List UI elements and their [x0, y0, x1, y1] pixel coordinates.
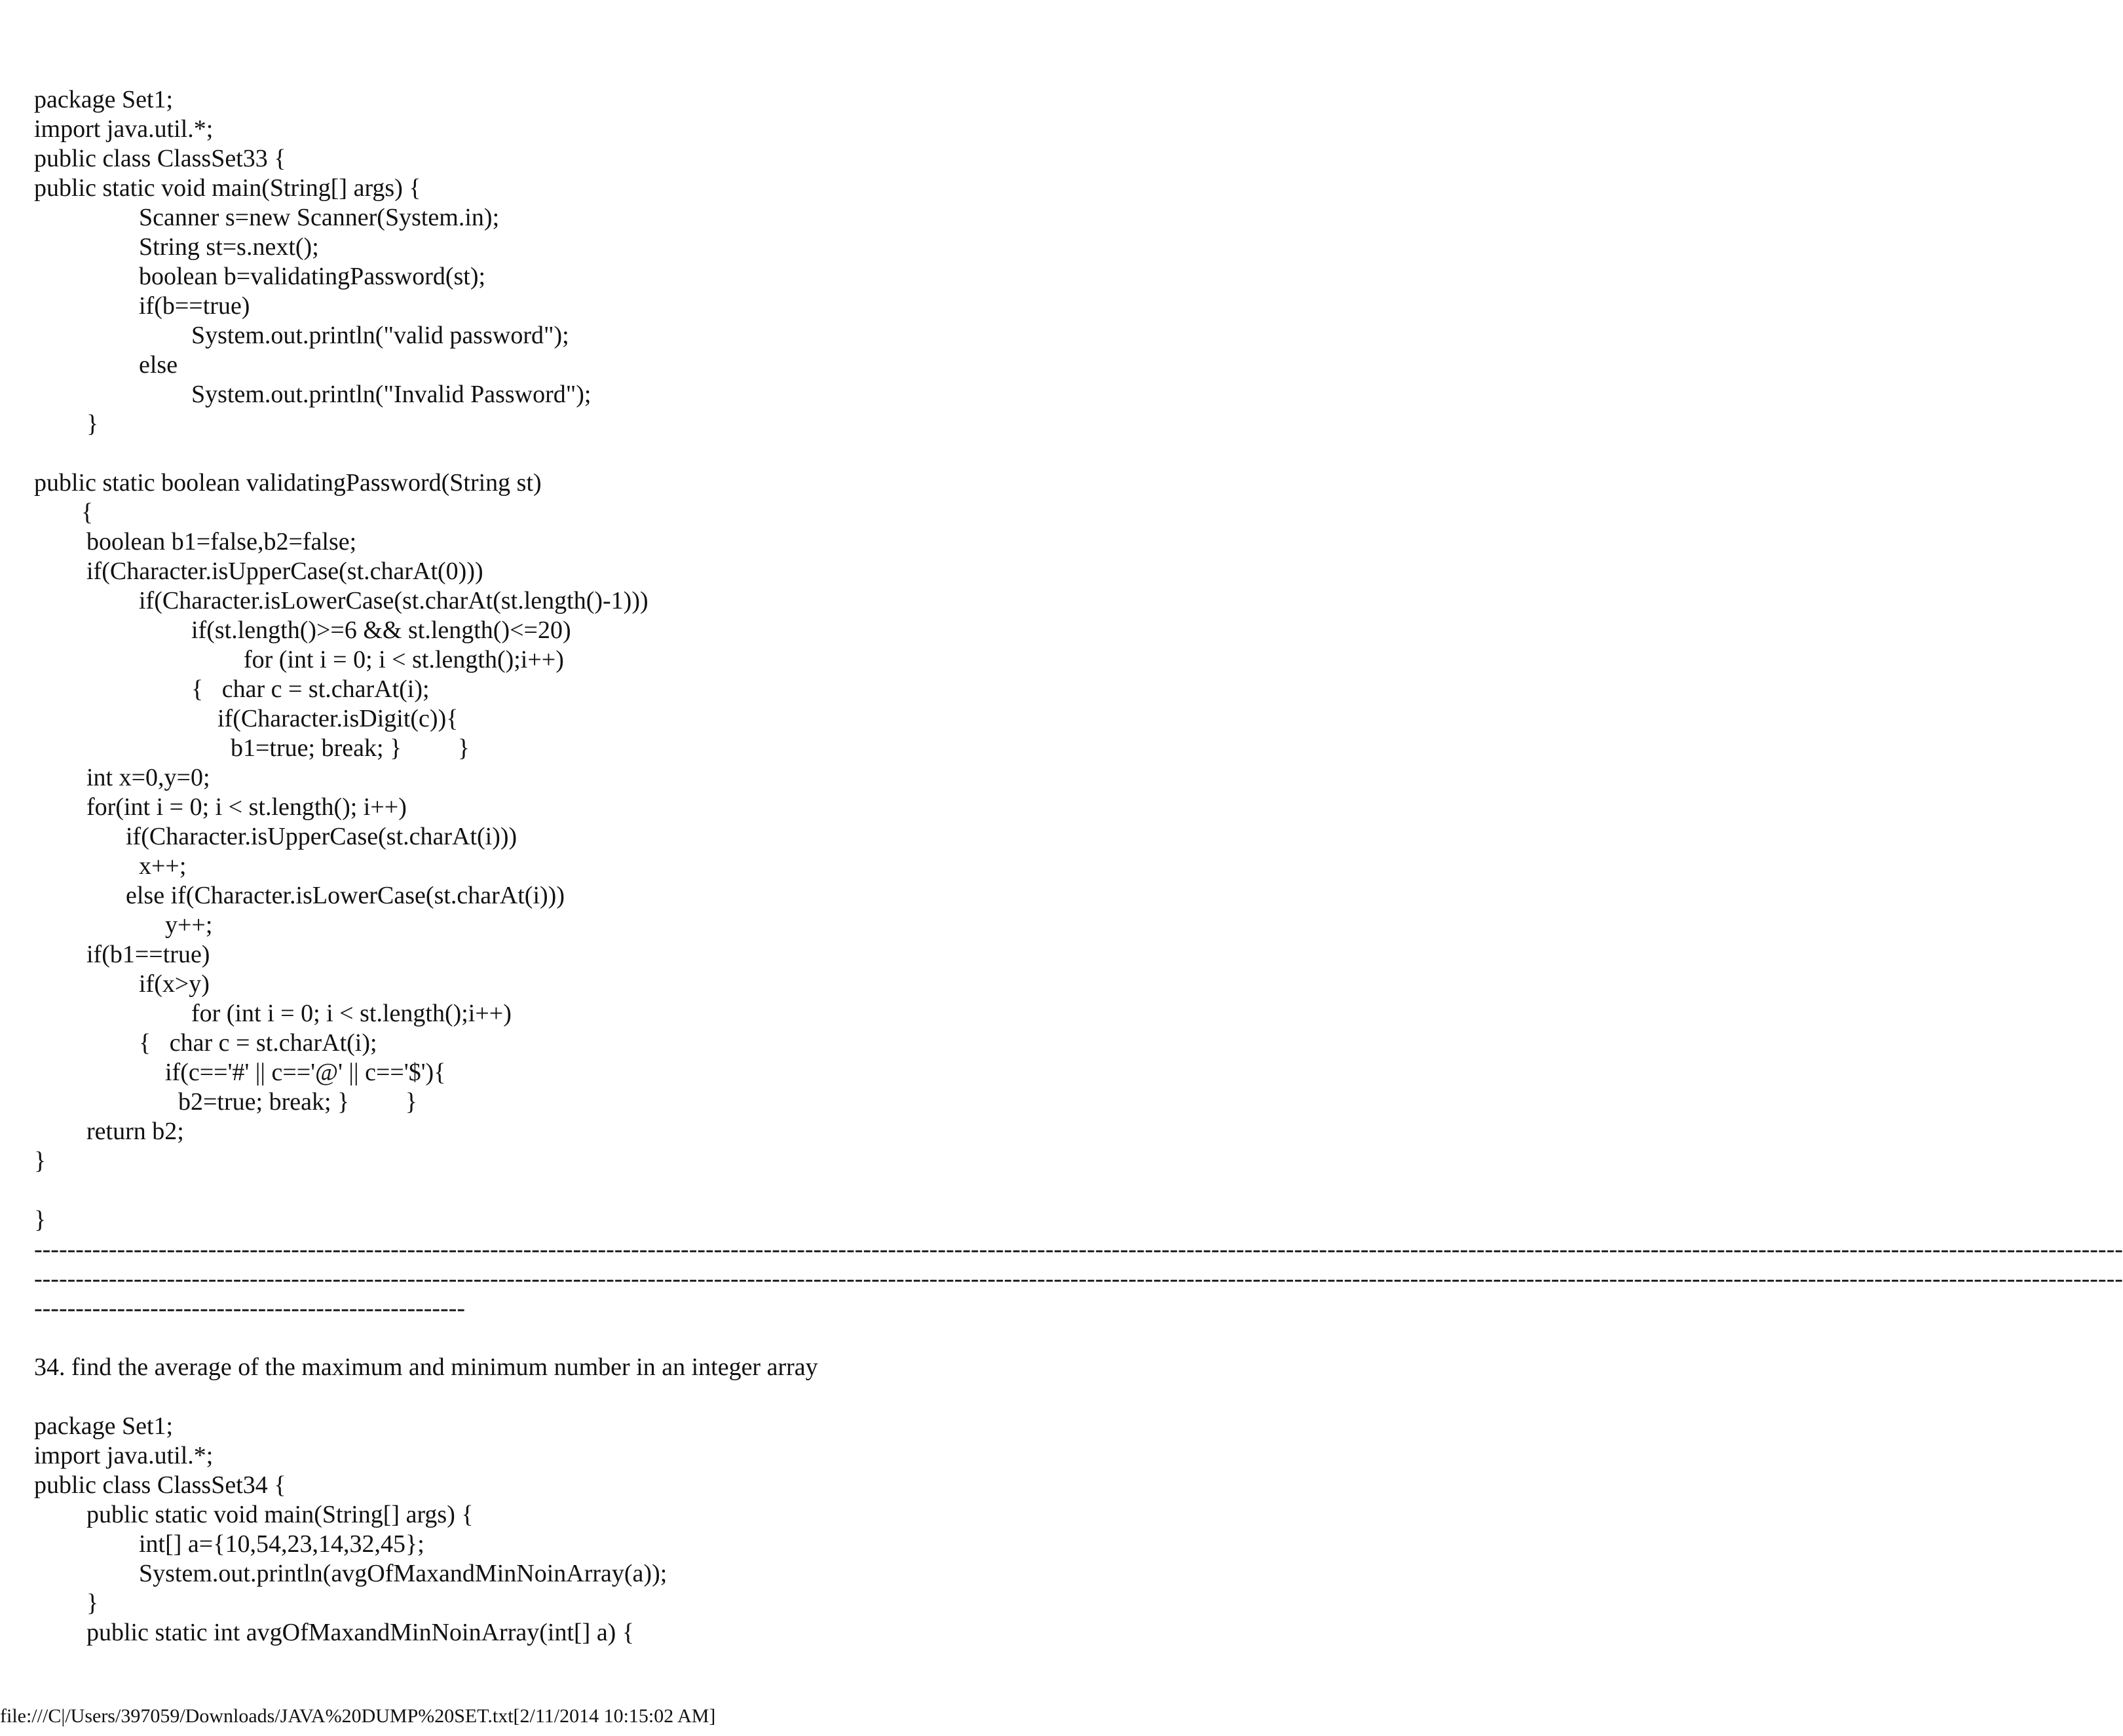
code-line: x++; — [139, 852, 187, 880]
code-line: return b2; — [86, 1118, 184, 1145]
code-line: String st=s.next(); — [139, 233, 319, 261]
code-line: public static void main(String[] args) { — [34, 174, 421, 202]
code-line: { char c = st.charAt(i); — [191, 675, 430, 703]
separator-line: ------------------------------------------------------------------------------------------------------------------------------------------------------------------------------------------------------------------------------------------------------------ — [34, 1265, 2123, 1293]
code-line: if(Character.isDigit(c)){ — [217, 705, 459, 732]
separator-line: ---------------------------------------------------- — [34, 1294, 466, 1322]
separator-line: ------------------------------------------------------------------------------------------------------------------------------------------------------------------------------------------------------------------------------------------------------------ — [34, 1236, 2123, 1263]
code-line: Scanner s=new Scanner(System.in); — [139, 204, 500, 231]
code-line: import java.util.*; — [34, 1442, 214, 1469]
file-path-footer: file:///C|/Users/397059/Downloads/JAVA%20DUMP%20SET.txt[2/11/2014 10:15:02 AM] — [0, 1705, 716, 1727]
code-line: y++; — [165, 911, 213, 939]
code-line: for(int i = 0; i < st.length(); i++) — [86, 793, 407, 821]
code-line: package Set1; — [34, 1412, 174, 1440]
code-line: System.out.println("Invalid Password"); — [191, 381, 592, 408]
code-line: b2=true; break; } } — [178, 1088, 417, 1116]
code-line: System.out.println(avgOfMaxandMinNoinArray(a)); — [139, 1560, 667, 1587]
code-line: if(b==true) — [139, 292, 250, 320]
code-line: public static boolean validatingPassword(String st) — [34, 469, 542, 497]
code-line: boolean b1=false,b2=false; — [86, 528, 357, 556]
code-line: } — [86, 410, 99, 438]
code-line: if(st.length()>=6 && st.length()<=20) — [191, 616, 571, 644]
code-line: else — [139, 351, 178, 379]
code-line: { char c = st.charAt(i); — [139, 1029, 377, 1057]
code-line: } — [34, 1147, 47, 1175]
code-line: public class ClassSet34 { — [34, 1471, 286, 1499]
code-line: if(c=='#' || c=='@' || c=='$'){ — [165, 1059, 446, 1086]
code-line: if(x>y) — [139, 970, 210, 998]
code-line: else if(Character.isLowerCase(st.charAt(i))) — [126, 882, 565, 909]
code-line: if(b1==true) — [86, 941, 210, 968]
code-line: if(Character.isUpperCase(st.charAt(i))) — [126, 823, 517, 850]
code-line: int[] a={10,54,23,14,32,45}; — [139, 1530, 424, 1558]
code-line: public class ClassSet33 { — [34, 145, 286, 172]
code-line: } — [86, 1589, 99, 1617]
code-line: boolean b=validatingPassword(st); — [139, 263, 486, 290]
code-line: int x=0,y=0; — [86, 764, 210, 791]
code-line: for (int i = 0; i < st.length();i++) — [244, 646, 564, 673]
code-line: if(Character.isLowerCase(st.charAt(st.length()-1))) — [139, 587, 648, 614]
code-line: public static void main(String[] args) { — [86, 1501, 474, 1528]
code-line: { — [81, 499, 94, 526]
code-line: package Set1; — [34, 86, 174, 113]
code-line: for (int i = 0; i < st.length();i++) — [191, 1000, 512, 1027]
code-line: import java.util.*; — [34, 115, 214, 143]
code-line: public static int avgOfMaxandMinNoinArray(int[] a) { — [86, 1619, 635, 1646]
code-line: System.out.println("valid password"); — [191, 322, 569, 349]
problem-heading: 34. find the average of the maximum and minimum number in an integer array — [34, 1353, 818, 1381]
code-line: if(Character.isUpperCase(st.charAt(0))) — [86, 557, 483, 585]
code-line: } — [34, 1206, 47, 1234]
code-line: b1=true; break; } } — [231, 734, 470, 762]
